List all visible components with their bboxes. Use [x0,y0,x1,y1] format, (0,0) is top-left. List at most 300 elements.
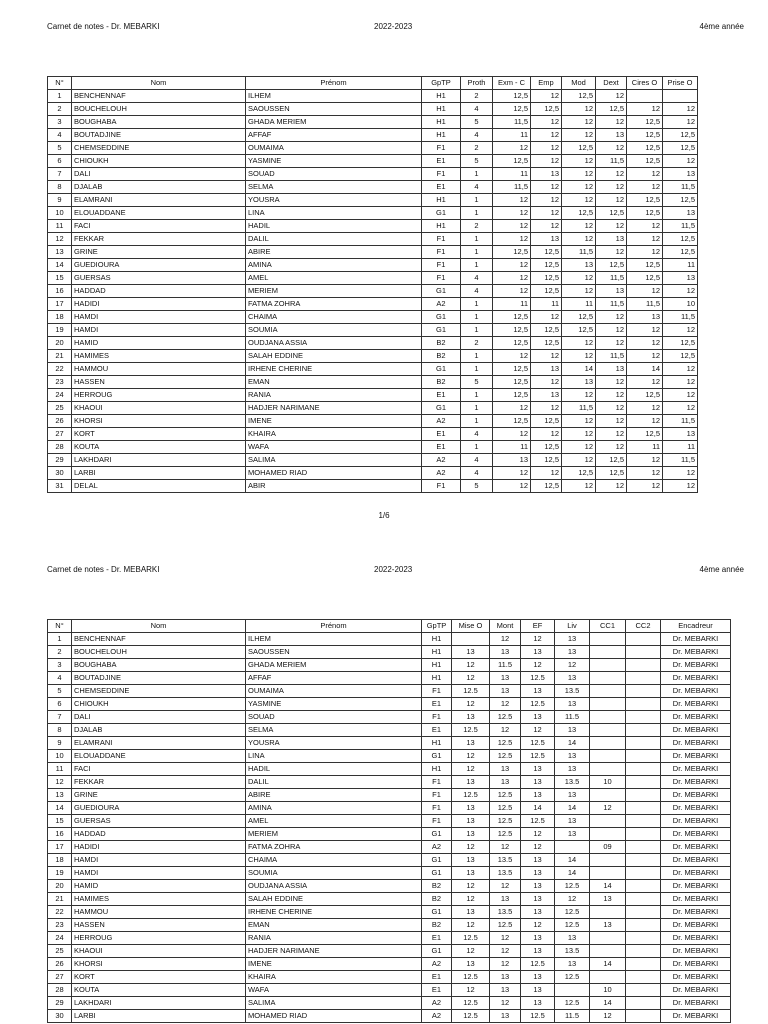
cell-nom: HAMMOU [72,363,246,376]
cell-number: 18 [48,854,72,867]
cell-prise-o: 12,5 [663,337,698,350]
cell-prenom: OUDJANA ASSIA [246,880,422,893]
cell-number: 5 [48,685,72,698]
cell-number: 13 [48,246,72,259]
cell-mod: 12,5 [562,142,596,155]
cell-prise-o: 12,5 [663,142,698,155]
page1-header [0,22,768,36]
cell-nom: HAMDI [72,324,246,337]
cell-mod: 14 [562,363,596,376]
cell-nom: ELOUADDANE [72,750,246,763]
cell-mont: 13 [490,763,521,776]
cell-proth: 2 [461,220,493,233]
cell-cc1 [590,828,626,841]
cell-number: 23 [48,376,72,389]
column-header-dext: Dext [596,77,627,90]
cell-gptp: A2 [422,1010,452,1023]
cell-exm-c: 11,5 [493,181,531,194]
cell-proth: 5 [461,480,493,493]
cell-exm-c: 12,5 [493,311,531,324]
cell-encadreur: Dr. MEBARKI [661,932,731,945]
table-row [48,698,731,711]
cell-emp: 12 [531,311,562,324]
cell-nom: BOUCHELOUH [72,103,246,116]
cell-exm-c: 11 [493,129,531,142]
cell-mont: 12 [490,841,521,854]
cell-mise-o: 13 [452,802,490,815]
cell-cc2 [626,815,661,828]
cell-exm-c: 12 [493,467,531,480]
cell-cc1 [590,945,626,958]
cell-nom: ELOUADDANE [72,207,246,220]
cell-nom: LAKHDARI [72,454,246,467]
cell-nom: CHIOUKH [72,155,246,168]
cell-cc1 [590,867,626,880]
cell-liv: 13 [555,698,590,711]
cell-mise-o: 12 [452,893,490,906]
cell-cc1 [590,659,626,672]
column-header-liv: Liv [555,620,590,633]
cell-mise-o: 13 [452,815,490,828]
cell-cc2 [626,763,661,776]
cell-ef: 12.5 [521,958,555,971]
cell-nom: BOUTADJINE [72,129,246,142]
cell-emp: 12 [531,220,562,233]
cell-number: 13 [48,789,72,802]
table-row [48,880,731,893]
cell-encadreur: Dr. MEBARKI [661,906,731,919]
cell-mise-o: 13 [452,828,490,841]
cell-cc2 [626,659,661,672]
cell-encadreur: Dr. MEBARKI [661,711,731,724]
table-row [48,958,731,971]
cell-nom: GRINE [72,789,246,802]
cell-prenom: AMINA [246,802,422,815]
cell-prise-o: 12 [663,389,698,402]
cell-dext: 12 [596,142,627,155]
cell-ef: 13 [521,971,555,984]
cell-number: 22 [48,363,72,376]
cell-dext: 12 [596,402,627,415]
cell-mise-o: 12.5 [452,789,490,802]
cell-gptp: E1 [422,971,452,984]
cell-dext: 11,5 [596,298,627,311]
table-row [48,324,698,337]
cell-emp: 12 [531,428,562,441]
cell-ef: 13 [521,776,555,789]
cell-dext: 13 [596,233,627,246]
cell-mise-o: 12.5 [452,1010,490,1023]
cell-prise-o: 12 [663,103,698,116]
cell-exm-c: 12,5 [493,324,531,337]
cell-number: 12 [48,233,72,246]
cell-nom: KHORSI [72,415,246,428]
cell-prenom: GHADA MERIEM [246,116,422,129]
cell-ef: 13 [521,789,555,802]
cell-mise-o: 13 [452,646,490,659]
cell-cires-o: 12 [627,350,663,363]
cell-gptp: F1 [422,233,461,246]
cell-prenom: AFFAF [246,129,422,142]
cell-number: 17 [48,298,72,311]
cell-mod: 12,5 [562,207,596,220]
cell-cc1: 13 [590,919,626,932]
cell-encadreur: Dr. MEBARKI [661,776,731,789]
cell-gptp: G1 [422,311,461,324]
cell-cc2 [626,1010,661,1023]
cell-emp: 12,5 [531,285,562,298]
cell-mont: 12.5 [490,828,521,841]
cell-nom: HAMDI [72,311,246,324]
cell-cc1 [590,698,626,711]
cell-ef: 12.5 [521,672,555,685]
table-row [48,298,698,311]
cell-number: 3 [48,659,72,672]
cell-emp: 13 [531,389,562,402]
cell-gptp: A2 [422,841,452,854]
cell-prenom: WAFA [246,441,422,454]
cell-prenom: GHADA MERIEM [246,659,422,672]
cell-gptp: E1 [422,984,452,997]
cell-prise-o: 12 [663,363,698,376]
cell-ef: 13 [521,854,555,867]
cell-liv: 13 [555,789,590,802]
cell-liv: 13 [555,828,590,841]
cell-proth: 1 [461,207,493,220]
cell-mise-o: 12.5 [452,932,490,945]
table-row [48,402,698,415]
cell-gptp: A2 [422,298,461,311]
cell-gptp: G1 [422,828,452,841]
cell-mod: 12 [562,116,596,129]
cell-mise-o: 13 [452,958,490,971]
cell-nom: BOUGHABA [72,116,246,129]
cell-gptp: H1 [422,220,461,233]
cell-prenom: OUMAIMA [246,685,422,698]
cell-nom: DALI [72,168,246,181]
cell-encadreur: Dr. MEBARKI [661,802,731,815]
table-row [48,724,731,737]
cell-prenom: EMAN [246,376,422,389]
cell-liv: 12.5 [555,997,590,1010]
page2-header [0,565,768,579]
cell-cc2 [626,958,661,971]
cell-prenom: HADJER NARIMANE [246,945,422,958]
table-row [48,285,698,298]
table-row [48,906,731,919]
table-row [48,389,698,402]
cell-dext: 12 [596,246,627,259]
cell-cires-o: 12,5 [627,194,663,207]
cell-number: 22 [48,906,72,919]
cell-cc2 [626,633,661,646]
cell-number: 21 [48,893,72,906]
cell-cires-o: 12 [627,480,663,493]
cell-mont: 12 [490,633,521,646]
cell-prenom: SAOUSSEN [246,103,422,116]
cell-number: 18 [48,311,72,324]
table-row [48,646,731,659]
cell-mod: 12 [562,337,596,350]
cell-encadreur: Dr. MEBARKI [661,1010,731,1023]
cell-number: 2 [48,103,72,116]
cell-cires-o: 12,5 [627,272,663,285]
cell-gptp: E1 [422,932,452,945]
cell-number: 17 [48,841,72,854]
cell-mod: 12 [562,103,596,116]
cell-prise-o: 13 [663,428,698,441]
cell-prise-o: 13 [663,168,698,181]
cell-number: 16 [48,285,72,298]
cell-gptp: G1 [422,867,452,880]
cell-cc2 [626,932,661,945]
cell-exm-c: 12 [493,259,531,272]
cell-nom: FEKKAR [72,233,246,246]
cell-dext: 12 [596,415,627,428]
cell-nom: ELAMRANI [72,737,246,750]
column-header-cc2: CC2 [626,620,661,633]
cell-mise-o: 13 [452,711,490,724]
cell-dext: 12 [596,324,627,337]
cell-proth: 2 [461,90,493,103]
table-row [48,415,698,428]
table-row [48,750,731,763]
cell-encadreur: Dr. MEBARKI [661,867,731,880]
cell-mise-o: 13 [452,906,490,919]
column-header-number: N° [48,77,72,90]
cell-proth: 1 [461,246,493,259]
cell-cc2 [626,737,661,750]
cell-number: 27 [48,971,72,984]
table-row [48,194,698,207]
cell-dext: 12 [596,194,627,207]
table-row [48,776,731,789]
table-row [48,893,731,906]
cell-liv: 13 [555,724,590,737]
cell-proth: 4 [461,454,493,467]
cell-gptp: F1 [422,685,452,698]
cell-mod: 12 [562,233,596,246]
cell-nom: DJALAB [72,724,246,737]
table-row [48,828,731,841]
cell-liv: 12.5 [555,906,590,919]
cell-exm-c: 11 [493,298,531,311]
cell-emp: 12 [531,116,562,129]
cell-mod: 12 [562,155,596,168]
cell-prenom: CHAIMA [246,854,422,867]
cell-prise-o: 12 [663,480,698,493]
cell-emp: 12 [531,155,562,168]
cell-exm-c: 12 [493,220,531,233]
table-row [48,311,698,324]
cell-exm-c: 12 [493,272,531,285]
cell-mise-o: 12.5 [452,685,490,698]
header-level: 4ème année [699,22,744,31]
cell-number: 10 [48,207,72,220]
cell-prenom: OUMAIMA [246,142,422,155]
cell-nom: HAMMOU [72,906,246,919]
header-year: 2022-2023 [374,22,413,31]
cell-mise-o: 12 [452,698,490,711]
cell-prenom: SELMA [246,181,422,194]
cell-mont: 13.5 [490,867,521,880]
cell-prise-o: 11 [663,441,698,454]
cell-mont: 12.5 [490,737,521,750]
cell-cc2 [626,646,661,659]
cell-exm-c: 12 [493,285,531,298]
cell-proth: 4 [461,467,493,480]
cell-mod: 12 [562,181,596,194]
cell-nom: BOUGHABA [72,659,246,672]
cell-exm-c: 11,5 [493,116,531,129]
column-header-mise-o: Mise O [452,620,490,633]
cell-liv [555,984,590,997]
cell-gptp: B2 [422,919,452,932]
cell-cc2 [626,867,661,880]
cell-number: 20 [48,880,72,893]
cell-ef: 12.5 [521,737,555,750]
cell-prenom: IRHENE CHERINE [246,906,422,919]
cell-gptp: G1 [422,854,452,867]
cell-cc2 [626,906,661,919]
cell-gptp: H1 [422,116,461,129]
cell-cc2 [626,997,661,1010]
cell-ef: 13 [521,763,555,776]
cell-nom: HAMIMES [72,350,246,363]
cell-cc2 [626,984,661,997]
cell-cires-o: 12 [627,285,663,298]
cell-exm-c: 12,5 [493,389,531,402]
cell-cires-o: 12 [627,181,663,194]
cell-prenom: HADJER NARIMANE [246,402,422,415]
cell-encadreur: Dr. MEBARKI [661,685,731,698]
cell-encadreur: Dr. MEBARKI [661,633,731,646]
table-row [48,685,731,698]
table-row [48,168,698,181]
cell-number: 11 [48,220,72,233]
cell-proth: 5 [461,116,493,129]
cell-nom: CHEMSEDDINE [72,685,246,698]
cell-nom: HAMIMES [72,893,246,906]
table-row [48,246,698,259]
table-row [48,763,731,776]
cell-prenom: SOUMIA [246,324,422,337]
cell-number: 15 [48,272,72,285]
cell-mise-o: 12 [452,945,490,958]
cell-mont: 13 [490,1010,521,1023]
table-row [48,233,698,246]
cell-gptp: F1 [422,142,461,155]
cell-prenom: HADIL [246,220,422,233]
cell-gptp: H1 [422,646,452,659]
cell-nom: LARBI [72,467,246,480]
cell-proth: 4 [461,272,493,285]
cell-cc1 [590,932,626,945]
cell-ef: 12 [521,828,555,841]
header-title: Carnet de notes - Dr. MEBARKI [47,565,160,574]
cell-mod: 12 [562,428,596,441]
cell-dext: 12 [596,337,627,350]
cell-emp: 12,5 [531,337,562,350]
cell-nom: DALI [72,711,246,724]
cell-cires-o: 11,5 [627,298,663,311]
cell-ef: 12 [521,919,555,932]
cell-prenom: EMAN [246,919,422,932]
table-row [48,867,731,880]
cell-cires-o: 12 [627,103,663,116]
table-row [48,854,731,867]
cell-nom: FACI [72,220,246,233]
cell-exm-c: 12,5 [493,415,531,428]
cell-cc1: 10 [590,984,626,997]
cell-mise-o: 12.5 [452,724,490,737]
table-row [48,737,731,750]
cell-encadreur: Dr. MEBARKI [661,854,731,867]
cell-prise-o: 12 [663,285,698,298]
cell-mise-o: 12 [452,984,490,997]
cell-nom: KORT [72,971,246,984]
cell-proth: 1 [461,350,493,363]
cell-mont: 12 [490,945,521,958]
cell-prenom: MOHAMED RIAD [246,1010,422,1023]
cell-nom: LAKHDARI [72,997,246,1010]
cell-emp: 12 [531,350,562,363]
cell-nom: HADDAD [72,285,246,298]
cell-ef: 13 [521,945,555,958]
cell-mont: 12 [490,880,521,893]
cell-number: 4 [48,129,72,142]
cell-number: 26 [48,958,72,971]
cell-cc1: 14 [590,997,626,1010]
table-row [48,155,698,168]
table-row [48,259,698,272]
cell-cc1 [590,646,626,659]
cell-ef: 13 [521,932,555,945]
cell-cc2 [626,919,661,932]
cell-emp: 12 [531,90,562,103]
cell-gptp: H1 [422,659,452,672]
cell-gptp: G1 [422,324,461,337]
cell-proth: 1 [461,233,493,246]
cell-gptp: A2 [422,958,452,971]
cell-cires-o: 12 [627,454,663,467]
cell-prenom: FATMA ZOHRA [246,841,422,854]
column-header-mont: Mont [490,620,521,633]
cell-nom: HASSEN [72,919,246,932]
cell-liv: 13 [555,932,590,945]
cell-prenom: RANIA [246,932,422,945]
cell-cc1 [590,906,626,919]
cell-mise-o: 12 [452,750,490,763]
cell-prise-o: 12,5 [663,246,698,259]
cell-mod: 13 [562,376,596,389]
cell-number: 29 [48,997,72,1010]
cell-liv: 13 [555,646,590,659]
table-row [48,984,731,997]
cell-emp: 12,5 [531,480,562,493]
cell-encadreur: Dr. MEBARKI [661,958,731,971]
cell-exm-c: 12,5 [493,155,531,168]
cell-number: 31 [48,480,72,493]
cell-cc1 [590,711,626,724]
column-header-exm-c: Exm - C [493,77,531,90]
cell-emp: 12,5 [531,441,562,454]
table-row [48,441,698,454]
cell-exm-c: 12 [493,207,531,220]
cell-liv: 13 [555,633,590,646]
cell-cc2 [626,880,661,893]
cell-proth: 1 [461,298,493,311]
